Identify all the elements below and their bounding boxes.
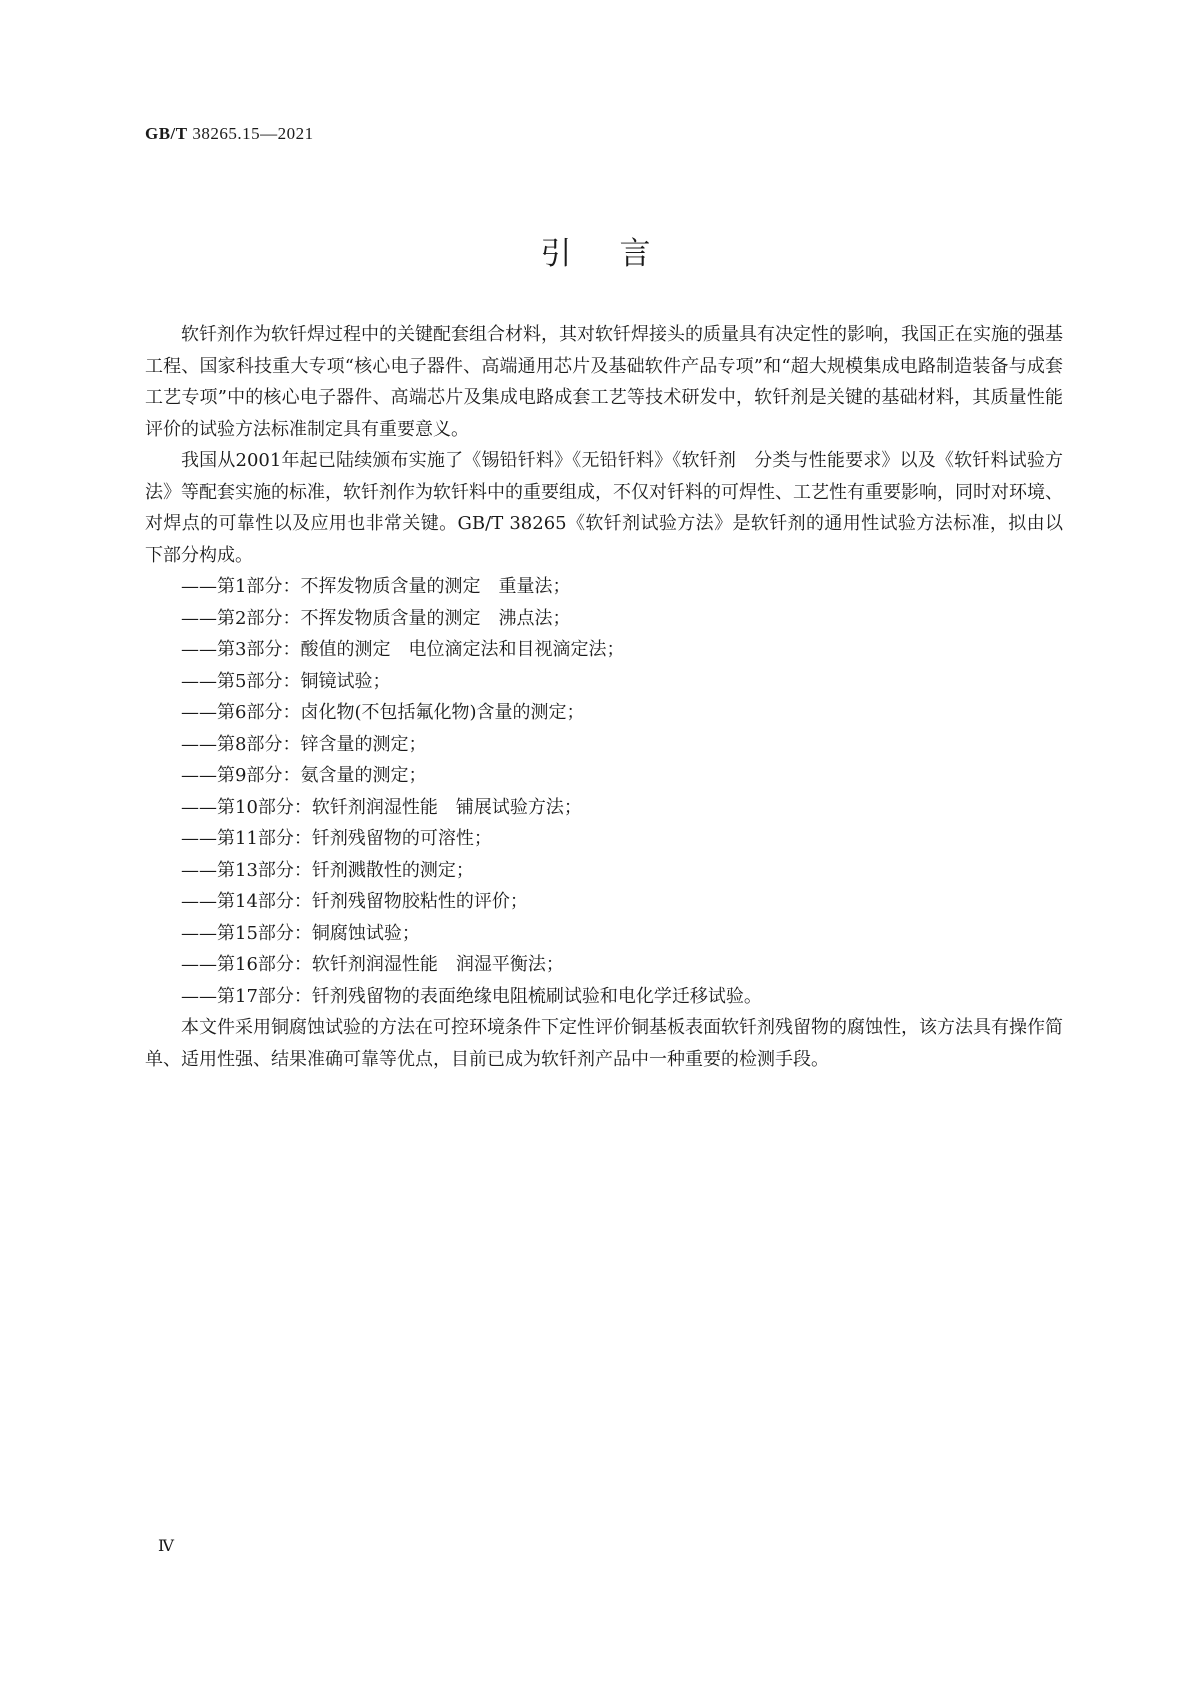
list-item: ——第16部分：软钎剂润湿性能 润湿平衡法； xyxy=(181,954,564,975)
list-item: ——第15部分：铜腐蚀试验； xyxy=(181,922,420,944)
list-item: ——第14部分：钎剂残留物胶粘性的评价； xyxy=(181,891,528,912)
intro-paragraph: 软钎剂作为软钎焊过程中的关键配套组合材料，其对软钎焊接头的质量具有决定性的影响，我国正在实施的强基工程、国家科技重大专项“核心电子器件、高端通用芯片及基础软件产品专项”和“超大规模集成电路制造装备与成套工艺专项”中的核心电子器件、高端芯片及集成电路成套工艺等技术研发中，软钎剂是关键的基础材料，其质量性能评价的试验方法标准制定具有重要意义。 xyxy=(145,324,1063,440)
closing-paragraph: 本文件采用铜腐蚀试验的方法在可控环境条件下定性评价铜基板表面软钎剂残留物的腐蚀性，该方法具有操作简单、适用性强、结果准确可靠等优点，目前已成为软钎剂产品中一种重要的检测手段。 xyxy=(145,1017,1063,1070)
document-body xyxy=(145,319,1063,1075)
list-item: ——第9部分：氨含量的测定； xyxy=(181,765,427,786)
list-item: ——第13部分：钎剂溅散性的测定； xyxy=(181,859,474,881)
list-item: ——第2部分：不挥发物质含量的测定 沸点法； xyxy=(181,607,571,629)
standard-number: 38265.15—2021 xyxy=(192,124,314,143)
list-item: ——第5部分：铜镜试验； xyxy=(181,670,391,692)
list-item: ——第11部分：钎剂残留物的可溶性； xyxy=(181,828,492,849)
page-number: Ⅳ xyxy=(158,1538,174,1555)
list-item: ——第1部分：不挥发物质含量的测定 重量法； xyxy=(181,576,571,597)
list-item: ——第8部分：锌含量的测定； xyxy=(181,733,427,755)
list-item: ——第6部分：卤化物(不包括氟化物)含量的测定； xyxy=(181,702,585,723)
list-item: ——第10部分：软钎剂润湿性能 铺展试验方法； xyxy=(181,796,582,818)
list-item: ——第3部分：酸值的测定 电位滴定法和目视滴定法； xyxy=(181,639,625,660)
list-item: ——第17部分：钎剂残留物的表面绝缘电阻梳刷试验和电化学迁移试验。 xyxy=(181,985,762,1007)
page-title: 引言 xyxy=(540,236,699,272)
standard-code xyxy=(145,124,314,144)
parts-list xyxy=(145,571,1063,1012)
standard-prefix: GB/T xyxy=(145,124,188,143)
intro-paragraph: 我国从2001年起已陆续颁布实施了《锡铅钎料》《无铅钎料》《软钎剂 分类与性能要求》以及《软钎料试验方法》等配套实施的标准，软钎剂作为软钎料中的重要组成，不仅对钎料的可焊性、工艺性有重要影响，同时对环境、对焊点的可靠性以及应用也非常关键。GB/T 38265《软钎剂试验方法》是软钎剂的通用性试验方法标准，拟由以下部分构成。 xyxy=(145,450,1063,566)
